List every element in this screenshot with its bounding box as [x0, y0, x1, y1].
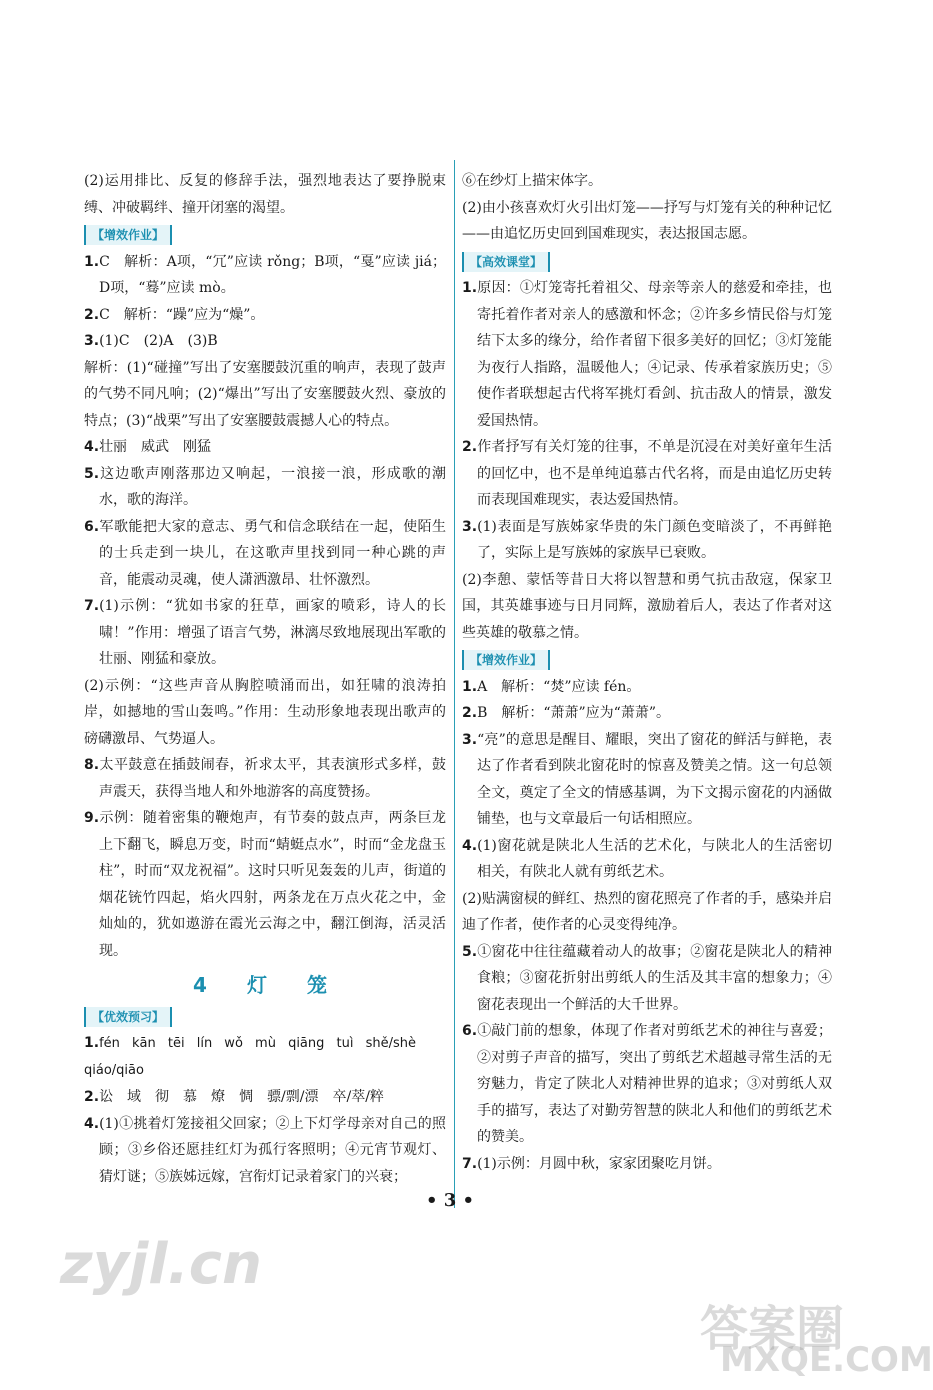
item-number: 1.: [84, 1035, 100, 1051]
answer-item: [84, 434, 446, 461]
answer-explanation: 解析：(1)“碰撞”写出了安塞腰鼓沉重的响声，表现了鼓声的气势不同凡响；(2)“爆出”写出了安塞腰鼓火烈、豪放的特点；(3)“战栗”写出了安塞腰鼓震撼人心的特点。: [84, 359, 446, 429]
item-number: 4.: [462, 837, 478, 854]
answer-item: [462, 1151, 832, 1178]
item-number: 2.: [84, 306, 100, 323]
answer-paragraph: (2)运用排比、反复的修辞手法，强烈地表达了要挣脱束缚、冲破羁绊、撞开闭塞的渴望。: [84, 173, 446, 216]
answer-paragraph: ⑥在纱灯上描宋体字。: [462, 173, 602, 189]
column-divider: [454, 160, 455, 1208]
item-number: 2.: [462, 705, 478, 721]
answer-item: [462, 939, 832, 1019]
item-text: (1)窗花就是陕北人生活的艺术化，与陕北人的生活密切相关，有陕北人就有剪纸艺术。: [477, 837, 832, 880]
item-number: 3.: [84, 333, 100, 349]
page-number: • 3 •: [425, 1190, 475, 1211]
item-number: 2.: [462, 439, 478, 455]
answer-item: [462, 434, 832, 514]
item-number: 1.: [462, 678, 478, 695]
watermark-url: MXQE.COM: [720, 1340, 933, 1380]
item-number: 4.: [84, 1115, 100, 1132]
item-number: 6.: [462, 1023, 478, 1039]
item-text: C 解析：A项，“冗”应读 rǒng；B项，“戛”应读 jiá；D项，“蓦”应读 mò。: [99, 253, 446, 296]
answer-item: [462, 275, 832, 434]
pinyin-line: qiáo/qiāo: [84, 1062, 144, 1078]
item-text: (1)C (2)A (3)B: [99, 333, 218, 349]
section-tag: 【优效预习】: [84, 1007, 172, 1027]
answer-item: [84, 461, 446, 514]
item-number: 6.: [84, 518, 100, 535]
item-number: 5.: [84, 465, 100, 482]
answer-item: [84, 1111, 446, 1191]
pinyin-line: fén kān tēi lín wǒ mù qiāng tuì shě/shè: [99, 1036, 416, 1051]
answer-item: [84, 593, 446, 673]
item-text: “亮”的意思是醒目、耀眼，突出了窗花的鲜活与鲜艳，表达了作者看到陕北窗花时的惊喜及赞美之情。这一句总领全文，奠定了全文的情感基调，为下文揭示窗花的内涵做铺垫，也与文章最后一句话相照应。: [477, 731, 832, 827]
item-number: 8.: [84, 757, 100, 773]
lesson-title: 4 灯 笼: [193, 973, 337, 997]
item-number: 9.: [84, 810, 100, 826]
item-text: 原因：①灯笼寄托着祖父、母亲等亲人的慈爱和牵挂，也寄托着作者对亲人的感激和怀念；②许多乡情民俗与灯笼结下太多的缘分，给作者留下很多美好的回忆；③灯笼能为夜行人指路，温暖他人；④记录、传承着家族历史；⑤使作者联想起古代将军挑灯看剑、抗击敌人的情景，激发爱国热情。: [477, 280, 832, 429]
section-tag: 【高效课堂】: [462, 252, 550, 272]
answer-item: [462, 700, 832, 727]
item-text: 讼 域 彻 慕 燎 惆 骠/剽/漂 卒/萃/粹: [99, 1089, 384, 1105]
item-text: 这边歌声刚落那边又响起，一浪接一浪，形成歌的潮水，歌的海洋。: [99, 465, 446, 508]
answer-paragraph: (2)李憩、蒙恬等昔日大将以智慧和勇气抗击敌寇，保家卫国，其英雄事迹与日月同辉，激励着后人，表达了作者对这些英雄的敬慕之情。: [462, 571, 832, 641]
answer-item: [84, 1030, 446, 1058]
watermark-logo: 答案圈: [700, 1301, 845, 1357]
item-number: 3.: [462, 731, 478, 748]
item-number: 2.: [84, 1089, 100, 1105]
item-text: 太平鼓意在插鼓闹春，祈求太平，其表演形式多样，鼓声震天，获得当地人和外地游客的高度赞扬。: [99, 757, 446, 800]
section-tag: 【增效作业】: [84, 225, 172, 245]
answer-item: [462, 674, 832, 701]
answer-item: [462, 727, 832, 833]
item-number: 1.: [462, 280, 478, 296]
answer-item: [84, 302, 446, 329]
answer-item: [462, 833, 832, 886]
item-text: (1)示例：月圆中秋，家家团聚吃月饼。: [477, 1155, 721, 1172]
item-number: 7.: [462, 1155, 478, 1172]
item-text: 壮丽 威武 刚猛: [99, 439, 212, 455]
answer-paragraph: (2)贴满窗棂的鲜红、热烈的窗花照亮了作者的手，感染并启迪了作者，使作者的心灵变得纯净。: [462, 890, 832, 933]
right-column: [462, 168, 832, 1177]
section-tag: 【增效作业】: [462, 650, 550, 670]
answer-item: [462, 514, 832, 567]
item-number: 1.: [84, 253, 100, 270]
answer-item: [84, 514, 446, 594]
item-text: (1)表面是写族姊家华贵的朱门颜色变暗淡了，不再鲜艳了，实际上是写族姊的家族早已衰败。: [477, 518, 832, 561]
watermark-logo: zyjl.cn: [60, 1232, 262, 1297]
left-column: [84, 168, 446, 1190]
item-number: 7.: [84, 598, 100, 614]
item-text: 军歌能把大家的意志、勇气和信念联结在一起，使陌生的士兵走到一块儿，在这歌声里找到同一种心跳的声音，能震动灵魂，使人潇洒激昂、壮怀激烈。: [99, 518, 446, 588]
answer-item: [462, 1018, 832, 1151]
item-text: B 解析：“萧萧”应为“萧萧”。: [477, 705, 670, 721]
answer-item: [84, 249, 446, 302]
answer-item: [84, 1084, 446, 1111]
item-text: C 解析：“躁”应为“燥”。: [99, 306, 265, 323]
item-number: 5.: [462, 943, 478, 960]
item-text: (1)①挑着灯笼接祖父回家；②上下灯学母亲对自己的照顾；③乡俗还愿挂红灯为孤行客照明；④元宵节观灯、猜灯谜；⑤族姊远嫁，宫衔灯记录着家门的兴衰；: [99, 1115, 446, 1185]
item-text: ①窗花中往往蕴藏着动人的故事；②窗花是陕北人的精神食粮；③窗花折射出剪纸人的生活及其丰富的想象力；④窗花表现出一个鲜活的大千世界。: [477, 943, 832, 1013]
item-text: ①敲门前的想象，体现了作者对剪纸艺术的神往与喜爱；②对剪子声音的描写，突出了剪纸艺术超越寻常生活的无穷魅力，肯定了陕北人对精神世界的追求；③对剪纸人双手的描写，表达了对勤劳智慧的陕北人和他们的剪纸艺术的赞美。: [477, 1023, 832, 1145]
item-text: 示例：随着密集的鞭炮声，有节奏的鼓点声，两条巨龙上下翻飞，瞬息万变，时而“蜻蜓点水”，时而“金龙盘玉柱”，时而“双龙祝福”。这时只听见轰轰的儿声，街道的烟花铳竹四起，焰火四射，两条龙在万点火花之中，金灿灿的，犹如遨游在霞光云海之中，翻江倒海，活灵活现。: [99, 810, 446, 959]
answer-item: [84, 752, 446, 805]
answer-paragraph: (2)由小孩喜欢灯火引出灯笼——抒写与灯笼有关的种种记忆——由追忆历史回到国难现实，表达报国志愿。: [462, 199, 832, 242]
item-number: 4.: [84, 439, 100, 455]
item-text: 作者抒写有关灯笼的往事，不单是沉浸在对美好童年生活的回忆中，也不是单纯追慕古代名将，而是由追忆历史转而表现国难现实，表达爱国热情。: [477, 439, 832, 508]
answer-item: [84, 805, 446, 964]
item-number: 3.: [462, 518, 478, 535]
page-number-value: 3: [443, 1190, 457, 1211]
item-text: (1)示例：“犹如书家的狂草，画家的喷彩，诗人的长啸！”作用：增强了语言气势，淋漓尽致地展现出军歌的壮丽、刚猛和豪放。: [99, 598, 446, 667]
answer-paragraph: (2)示例：“这些声音从胸腔喷涌而出，如狂啸的浪涛拍岸，如撼地的雪山轰鸣。”作用：生动形象地表现出歌声的磅礴激昂、气势逼人。: [84, 677, 446, 747]
answer-item: [84, 328, 446, 355]
item-text: A 解析：“焚”应读 fén。: [477, 678, 641, 695]
